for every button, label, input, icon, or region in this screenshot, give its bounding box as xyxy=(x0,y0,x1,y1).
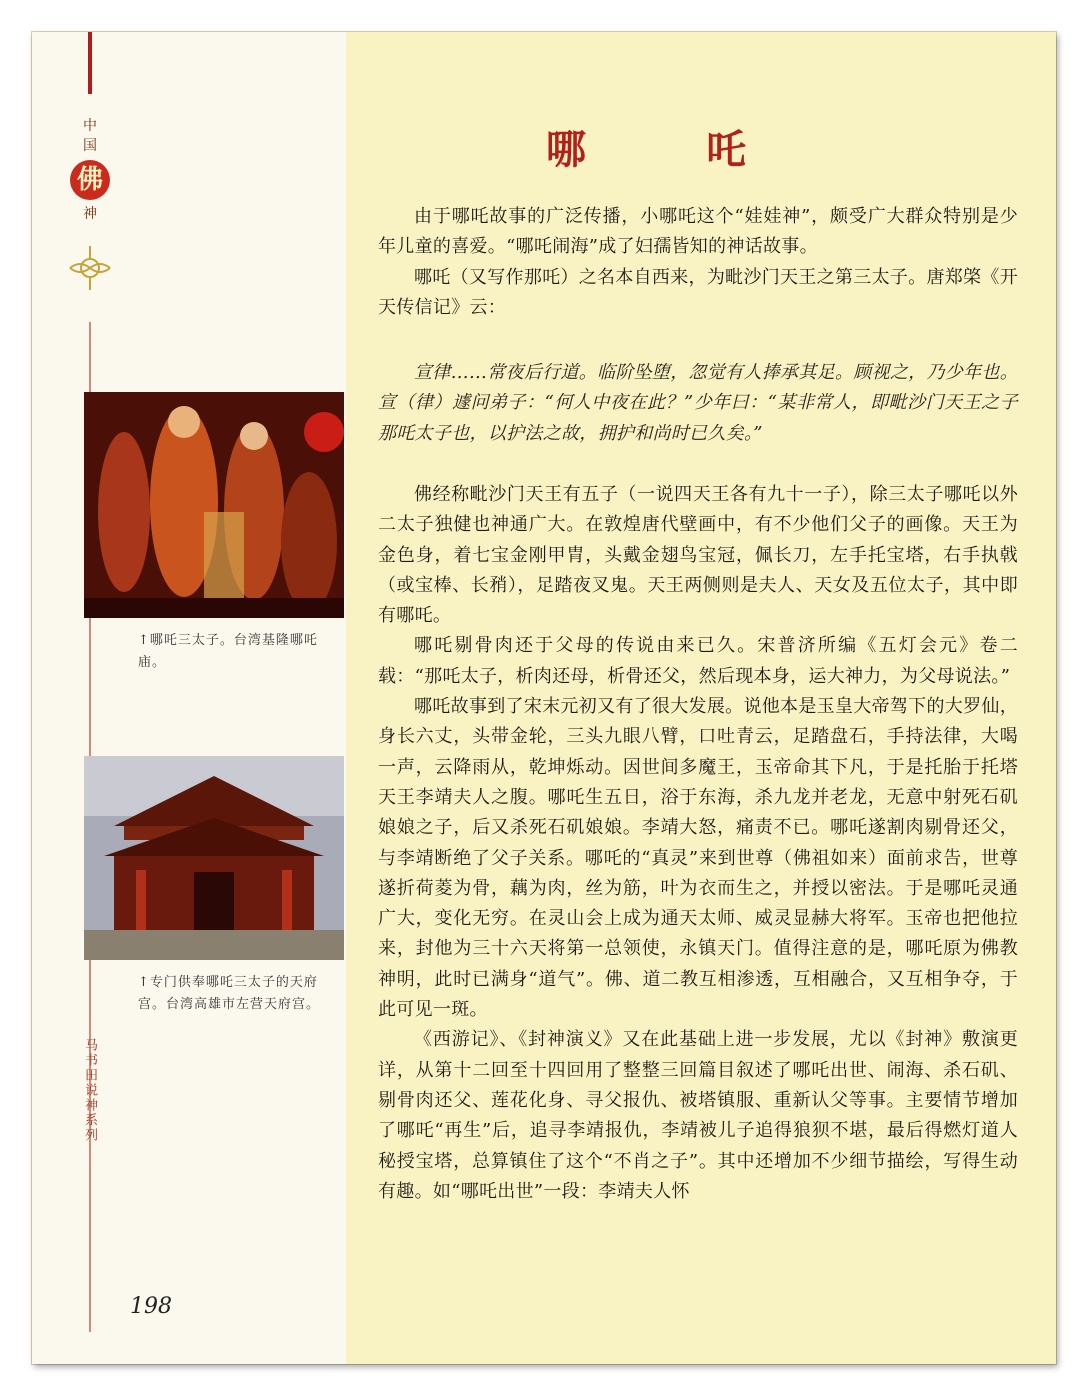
brand-char-shen: 神 xyxy=(83,206,97,222)
series-title: 马书田说神系列 xyxy=(82,1038,97,1143)
decorative-knot-icon xyxy=(66,244,114,292)
figure-caption: ↑专门供奉哪吒三太子的天府宫。台湾高雄市左营天府宫。 xyxy=(138,975,321,1012)
quotation: 宣律……常夜后行道。临阶坠堕，忽觉有人捧承其足。顾视之，乃少年也。宣（律）遽问弟子：“何人中夜在此？”少年曰：“某非常人，即毗沙门天王之子那吒太子也，以护法之故，拥护和尚时已久矣。” xyxy=(378,362,1018,444)
intro-block xyxy=(378,202,1018,323)
photo-tianfu-temple xyxy=(84,756,344,960)
brand-char-guo: 国 xyxy=(83,138,97,154)
statues-illustration-icon xyxy=(84,392,344,618)
article xyxy=(346,32,1056,1364)
sidebar xyxy=(32,32,346,1364)
brand-char-fo-seal: 佛 xyxy=(70,160,110,200)
paragraph: 哪吒（又写作那吒）之名本自西来，为毗沙门天王之第三太子。唐郑棨《开天传信记》云： xyxy=(378,266,1018,318)
article-title: 哪 吒 xyxy=(546,127,786,173)
paragraph: 佛经称毗沙门天王有五子（一说四天王各有九十一子），除三太子哪吒以外二太子独健也神通广大。在敦煌唐代壁画中，有不少他们父子的画像。天王为金色身，着七宝金刚甲胄，头戴金翅鸟宝冠，佩长刀，左手托宝塔，右手执戟（或宝棒、长矟），足踏夜叉鬼。天王两侧则是夫人、天女及五位太子，其中即有哪吒。 xyxy=(378,484,1018,627)
quotation-block xyxy=(378,358,1018,449)
paragraph: 哪吒剔骨肉还于父母的传说由来已久。宋普济所编《五灯会元》卷二载：“那吒太子，析肉还母，析骨还父，然后现本身，运大神力，为父母说法。” xyxy=(378,635,1018,687)
paragraph: 哪吒故事到了宋末元初又有了很大发展。说他本是玉皇大帝驾下的大罗仙，身长六丈，头带金轮，三头九眼八臂，口吐青云，足踏盘石，手持法律，大喝一声，云降雨从，乾坤烁动。因世间多魔王，玉帝命其下凡，于是托胎于托塔天王李靖夫人之腹。哪吒生五日，浴于东海，杀九龙并老龙，无意中射死石矶娘娘之子，后又杀死石矶娘娘。李靖大怒，痛责不已。哪吒遂割肉剔骨还父，与李靖断绝了父子关系。哪吒的“真灵”来到世尊（佛祖如来）面前求告，世尊遂折荷菱为骨，藕为肉，丝为筋，叶为衣而生之，并授以密法。于是哪吒灵通广大，变化无穷。在灵山会上成为通天太师、威灵显赫大将军。玉帝也把他拉来，封他为三十六天将第一总领使，永镇天门。值得注意的是，哪吒原为佛教神明，此时已满身“道气”。佛、道二教互相渗透，互相融合，又互相争夺，于此可见一斑。 xyxy=(378,696,1018,1021)
figure-caption: ↑哪吒三太子。台湾基隆哪吒庙。 xyxy=(138,633,318,670)
paragraph: 由于哪吒故事的广泛传播，小哪吒这个“娃娃神”，颇受广大群众特别是少年儿童的喜爱。“哪吒闹海”成了妇孺皆知的神话故事。 xyxy=(378,206,1018,258)
book-page xyxy=(32,32,1056,1364)
page-number: 198 xyxy=(130,1294,172,1319)
temple-illustration-icon xyxy=(84,756,344,960)
photo-nezha-statues xyxy=(84,392,344,618)
series-brand xyxy=(76,116,104,224)
paragraph: 《西游记》、《封神演义》又在此基础上进一步发展，尤以《封神》敷演更详，从第十二回至十四回用了整整三回篇目叙述了哪吒出世、闹海、杀石矶、剔骨肉还父、莲花化身、寻父报仇、被塔镇服、重新认父等事。主要情节增加了哪吒“再生”后，追寻李靖报仇，李靖被儿子追得狼狈不堪，最后得燃灯道人秘授宝塔，总算镇住了这个“不肖之子”。其中还增加不少细节描绘，写得生动有趣。如“哪吒出世”一段：李靖夫人怀 xyxy=(378,1029,1018,1202)
body-block xyxy=(378,480,1018,1207)
red-rule-top xyxy=(88,32,92,94)
brand-char-zhong: 中 xyxy=(83,118,97,134)
